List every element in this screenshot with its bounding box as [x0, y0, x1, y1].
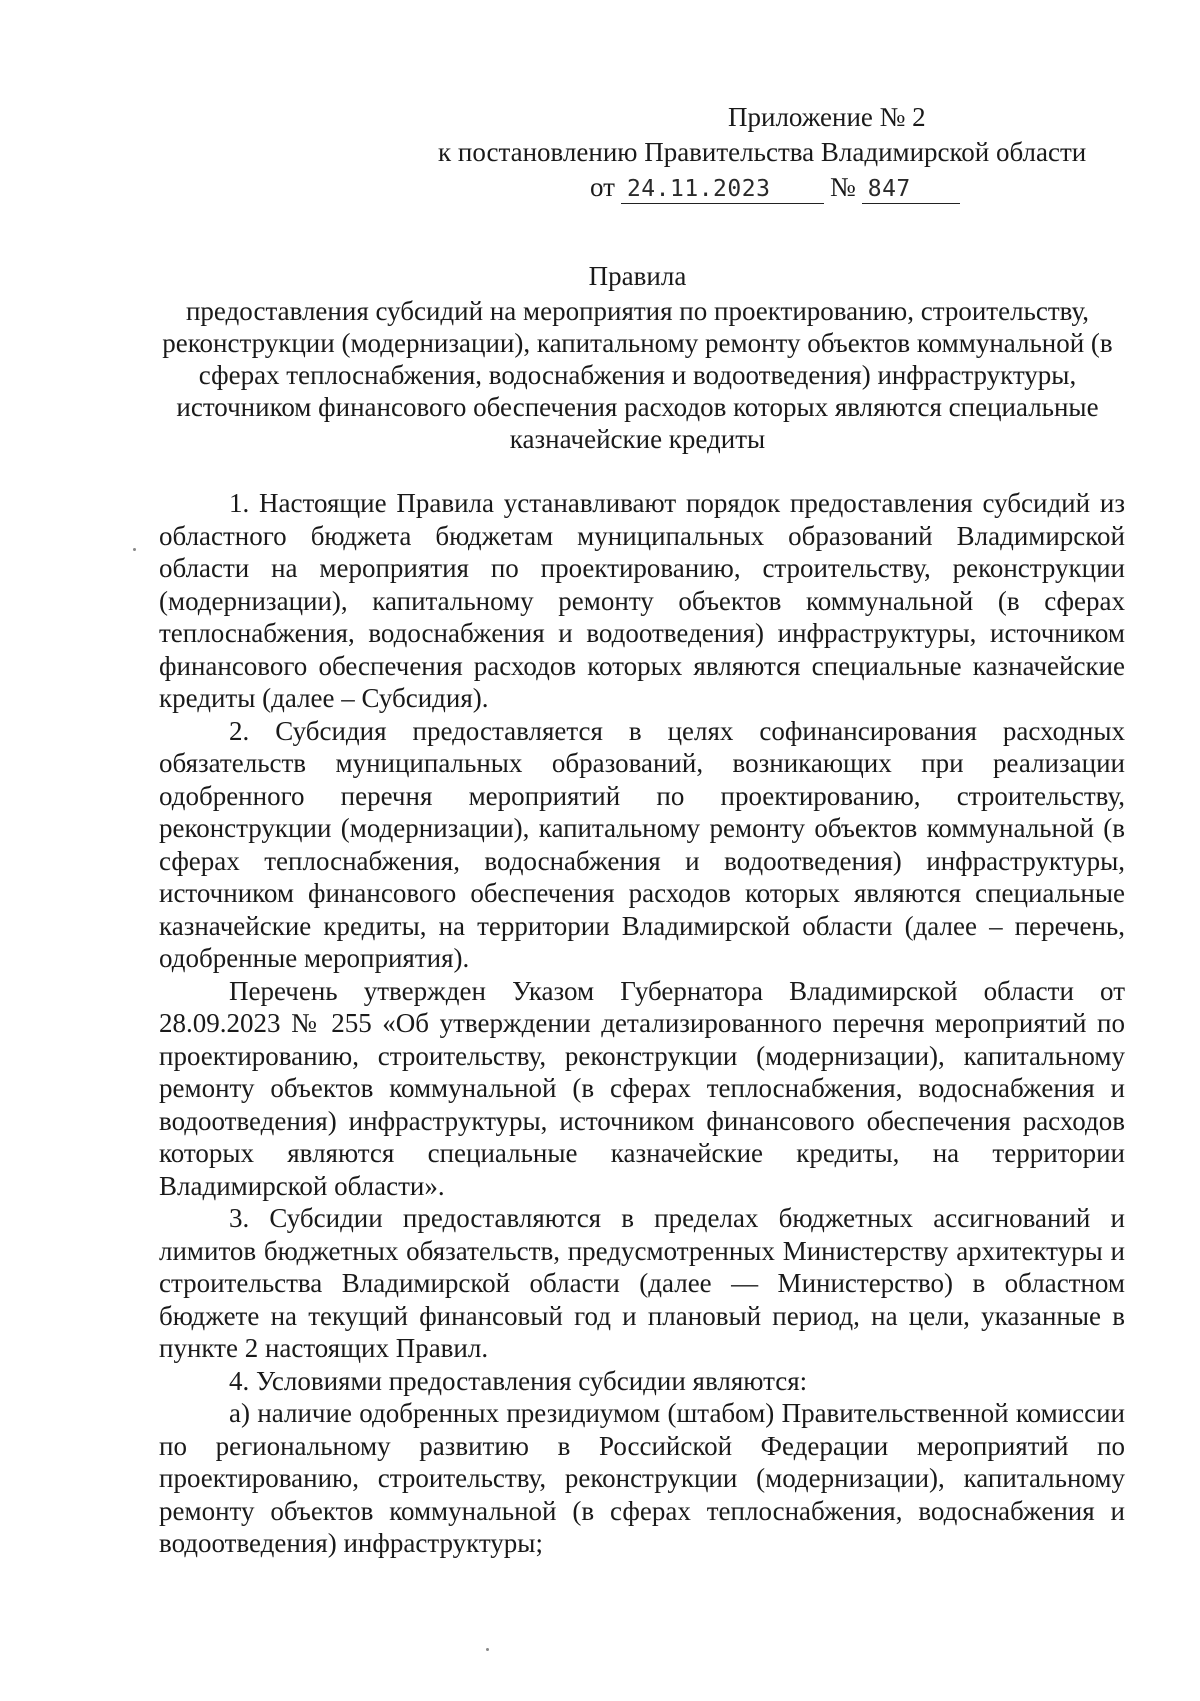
number-prefix: № — [829, 172, 856, 202]
resolution-number: 847 — [862, 175, 960, 204]
appendix-label: Приложение № 2 — [728, 102, 926, 132]
title-heading: Правила — [588, 261, 687, 291]
date-prefix: от — [590, 172, 615, 202]
document-title — [150, 260, 1125, 455]
paragraph-3: 3. Субсидии предоставляются в пределах бюджетных ассигнований и лимитов бюджетных обязательств, предусмотренных Министерству архитектуры и строительства Владимирской области (далее — Министерство) в областном бюджете на текущий финансовый год и плановый период, на цели, указанные в пункте 2 настоящих Правил. — [159, 1203, 1125, 1363]
paragraph-2: 2. Субсидия предоставляется в целях софинансирования расходных обязательств муниципальных образований, возникающих при реализации одобренного перечня мероприятий по проектированию, строительству, реконструкции (модернизации), капитальному ремонту объектов коммунальной (в сферах теплоснабжения, водоснабжения и водоотведения) инфраструктуры, источником финансового обеспечения расходов которых являются специальные казначейские кредиты, на территории Владимирской области (далее – перечень, одобренные мероприятия). — [159, 715, 1125, 973]
title-subheading: предоставления субсидий на мероприятия по проектированию, строительству, реконструкции (модернизации), капитальному ремонту объектов коммунальной (в сферах теплоснабжения, водоснабжения и водоотведения) инфраструктуры, источником финансового обеспечения расходов которых являются специальные казначейские кредиты — [162, 296, 1113, 454]
resolution-date-number — [420, 170, 1120, 205]
resolution-reference: к постановлению Правительства Владимирской области — [438, 137, 1087, 167]
resolution-date: 24.11.2023 — [621, 175, 824, 204]
scan-speck — [486, 1648, 489, 1651]
document-body — [159, 487, 1125, 1560]
paragraph-4a: а) наличие одобренных президиумом (штабом) Правительственной комиссии по региональному развитию в Российской Федерации мероприятий по проектированию, строительству, реконструкции (модернизации), капитальному ремонту объектов коммунальной (в сферах теплоснабжения, водоснабжения и водоотведения) инфраструктуры; — [159, 1398, 1125, 1558]
paragraph-2-list-approval: Перечень утвержден Указом Губернатора Владимирской области от 28.09.2023 № 255 «Об утверждении детализированного перечня мероприятий по проектированию, строительству, реконструкции (модернизации), капитальному ремонту объектов коммунальной (в сферах теплоснабжения, водоснабжения и водоотведения) инфраструктуры, источником финансового обеспечения расходов которых являются специальные казначейские кредиты, на территории Владимирской области». — [159, 975, 1125, 1201]
paragraph-1: 1. Настоящие Правила устанавливают порядок предоставления субсидий из областного бюджета бюджетам муниципальных образований Владимирской области на мероприятия по проектированию, строительству, реконструкции (модернизации), капитальному ремонту объектов коммунальной (в сферах теплоснабжения, водоснабжения и водоотведения) инфраструктуры, источником финансового обеспечения расходов которых являются специальные казначейские кредиты (далее – Субсидия). — [159, 488, 1125, 713]
appendix-header — [420, 100, 1120, 205]
paragraph-4: 4. Условиями предоставления субсидии являются: — [229, 1365, 808, 1396]
scan-speck — [133, 548, 136, 551]
